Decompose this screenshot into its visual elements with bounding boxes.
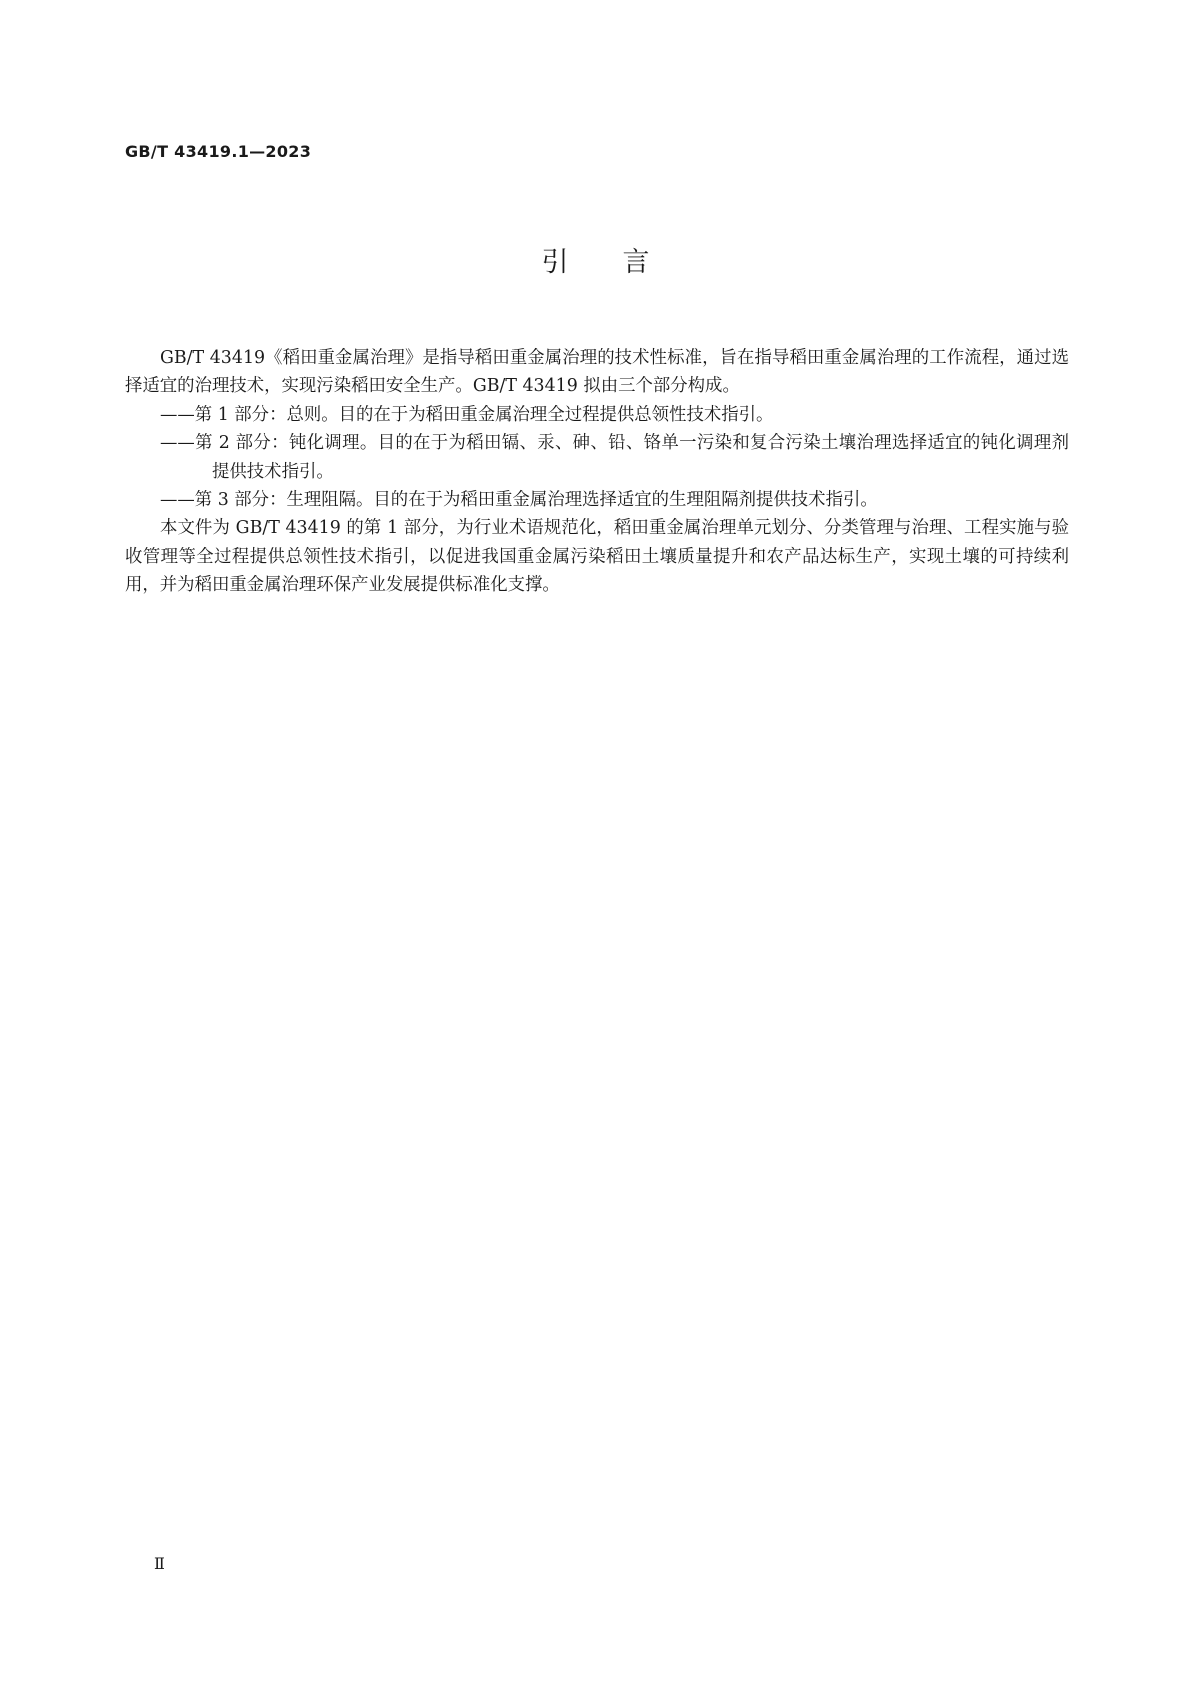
list-item-part-2: ——第 2 部分：钝化调理。目的在于为稻田镉、汞、砷、铅、铬单一污染和复合污染土壤治理选择适宜的钝化调理剂提供技术指引。 — [160, 433, 1069, 482]
page-number: Ⅱ — [154, 1554, 166, 1573]
section-title-char-1: 引 — [541, 247, 569, 278]
section-title — [0, 246, 1191, 280]
standard-code: GB/T 43419.1—2023 — [125, 142, 312, 161]
intro-paragraph: GB/T 43419《稻田重金属治理》是指导稻田重金属治理的技术性标准，旨在指导稻田重金属治理的工作流程，通过选择适宜的治理技术，实现污染稻田安全生产。GB/T 43419 拟由三个部分构成。 — [125, 348, 1069, 397]
list-item-part-1: ——第 1 部分：总则。目的在于为稻田重金属治理全过程提供总领性技术指引。 — [160, 404, 774, 425]
list-item-part-3: ——第 3 部分：生理阻隔。目的在于为稻田重金属治理选择适宜的生理阻隔剂提供技术指引。 — [160, 490, 878, 511]
section-title-char-2: 言 — [622, 247, 650, 278]
introduction-body — [125, 344, 1069, 600]
closing-paragraph: 本文件为 GB/T 43419 的第 1 部分，为行业术语规范化，稻田重金属治理单元划分、分类管理与治理、工程实施与验收管理等全过程提供总领性技术指引，以促进我国重金属污染稻田土壤质量提升和农产品达标生产，实现土壤的可持续利用，并为稻田重金属治理环保产业发展提供标准化支撑。 — [125, 518, 1069, 596]
